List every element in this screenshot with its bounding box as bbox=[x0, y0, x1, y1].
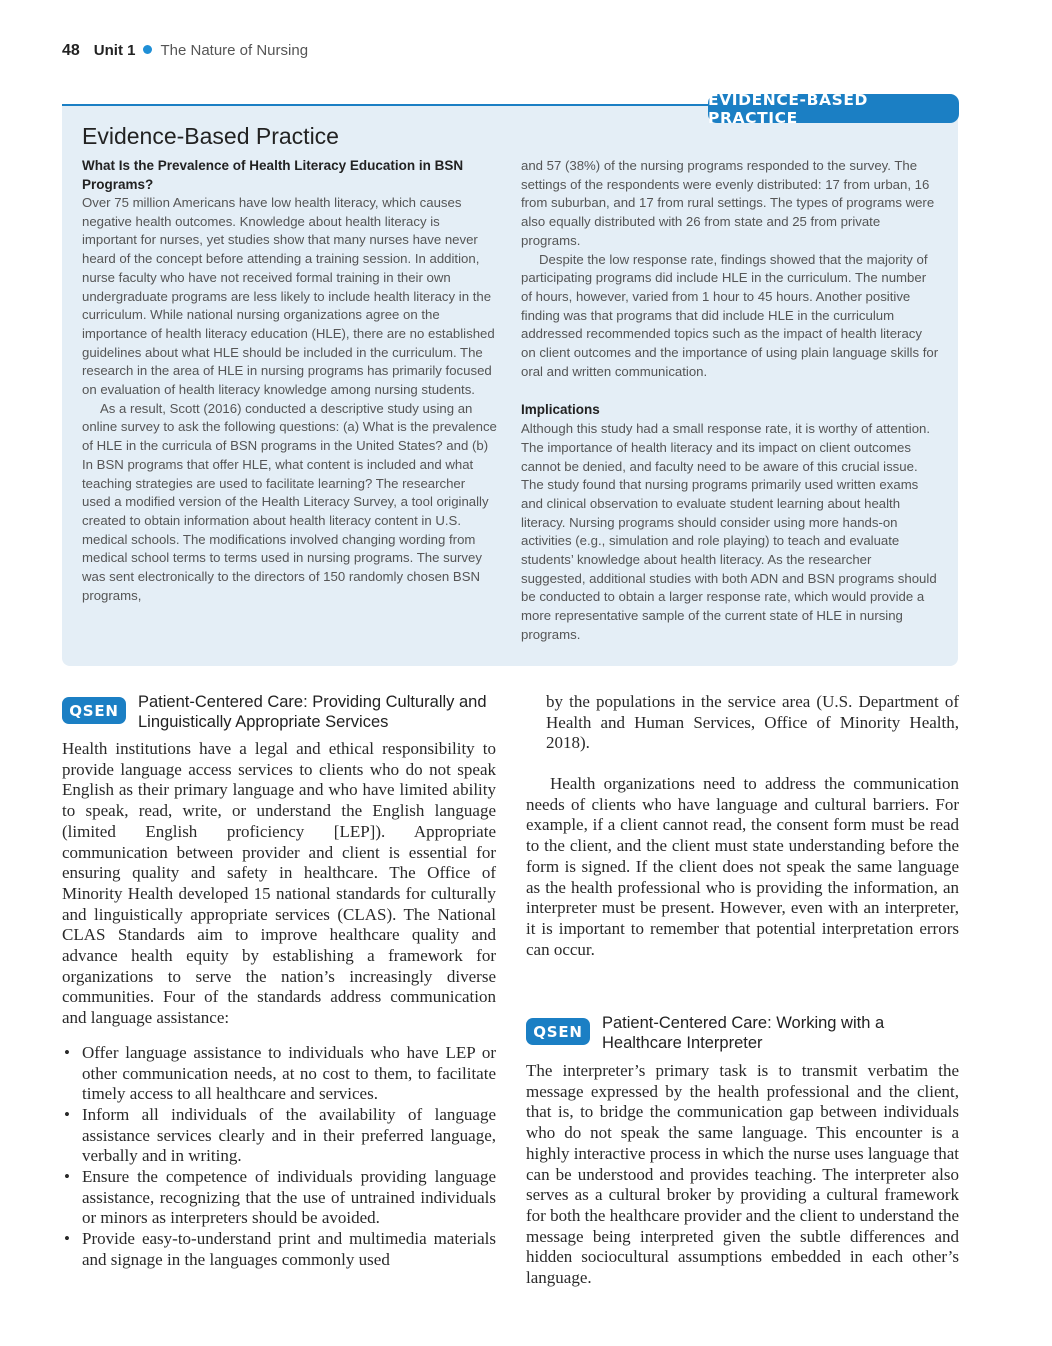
qsen-section-heading: Patient-Centered Care: Working with a Healthcare Interpreter bbox=[602, 1014, 885, 1052]
body-paragraph: Health institutions have a legal and ethical responsibility to provide language access services to clients who do not speak English as their primary language and who have limited ability to speak, read, write, or understand the English language (limited English proficiency [LEP]). Appropriate communication between provider and client is essential for ensuring quality and safety in healthcare. The Office of Minority Health developed 15 national standards for culturally and linguistically appropriate services (CLAS). The National CLAS Standards aim to improve healthcare quality and advance health equity by establishing a framework for organizations to serve the nation’s increasingly diverse communities. Four of the standards address communication and language assistance: bbox=[62, 739, 496, 1028]
qsen-badge: QSEN bbox=[526, 1018, 590, 1045]
bullet-dot-icon bbox=[143, 45, 152, 54]
ebp-right-column bbox=[521, 157, 939, 645]
page-number: 48 bbox=[62, 42, 80, 59]
qsen-badge: QSEN bbox=[62, 697, 126, 724]
implications-heading: Implications bbox=[521, 402, 600, 418]
bullet-icon: • bbox=[64, 1042, 70, 1062]
list-item: • Offer language assistance to individuals who have LEP or other communication needs, at no cost to them, to facilitate timely access to all healthcare and services. bbox=[64, 1042, 496, 1104]
list-item: • Ensure the competence of individuals providing language assistance, recognizing that the use of untrained individuals or minors as interpreters should be avoided. bbox=[64, 1167, 496, 1228]
bullet-continuation: by the populations in the service area (U.S. Department of Health and Human Services, Office of Minority Health, 2018). bbox=[546, 692, 959, 753]
ebp-paragraph: Despite the low response rate, findings showed that the majority of participating programs did include HLE in the curriculum. The number of hours, however, varied from 1 hour to 45 hours. Another positive finding was that programs that did include HLE in the curriculum addressed recommended topics such as the impact of health literacy on client outcomes and the importance of using plain language skills for oral and written communication. bbox=[521, 251, 939, 379]
ebp-left-column bbox=[82, 156, 497, 605]
bullet-icon: • bbox=[64, 1104, 70, 1124]
body-paragraph: The interpreter’s primary task is to transmit verbatim the message expressed by the health professional and the client, that is, to bridge the communication gap between individuals who do not speak the same language. This encounter is a highly interactive process in which the nurse uses language that can be understood and provides teaching. The interpreter also serves as a cultural broker by providing a cultural framework for both the healthcare provider and the client to understand the message being interpreted given the subtle differences and hidden sociocultural assumptions embedded in each other’s language. bbox=[526, 1061, 959, 1288]
bullet-icon: • bbox=[64, 1167, 70, 1187]
unit-label: Unit 1 bbox=[93, 42, 136, 59]
right-body-column bbox=[526, 774, 959, 960]
running-head bbox=[62, 42, 308, 66]
interpreter-body bbox=[526, 1061, 959, 1289]
body-paragraph: Health organizations need to address the communication needs of clients who have language and cultural barriers. For example, if a client cannot read, the consent form must be read to the client, and the client must state understanding before the form is signed. If the client does not speak the same language as the health professional who is providing the information, an interpreter must be present. However, even with an interpreter, it is important to remember that potential interpretation errors can occur. bbox=[526, 774, 959, 959]
left-body-column bbox=[62, 739, 496, 1271]
ebp-paragraph: and 57 (38%) of the nursing programs responded to the survey. The settings of the respondents were evenly distributed: 17 from urban, 16 from suburban, and 17 from rural settings. The types of programs were also equally distributed with 26 from state and 25 from private programs. bbox=[521, 158, 935, 248]
ebp-title: Evidence-Based Practice bbox=[82, 123, 339, 149]
bullet-icon: • bbox=[64, 1229, 70, 1249]
ebp-question: What Is the Prevalence of Health Literacy Education in BSN Programs? bbox=[82, 158, 464, 192]
ebp-paragraph: As a result, Scott (2016) conducted a descriptive study using an online survey to ask the following questions: (a) What is the prevalence of HLE in the curricula of BSN programs in the United States? and (b) In BSN programs that offer HLE, what content is included and what teaching strategies are used to facilitate learning? The researcher used a modified version of the Health Literacy Survey, a tool originally created to obtain information about health literacy content in U.S. medical schools. The modifications involved changing wording from medical school terms to terms used in nursing programs. The survey was sent electronically to the directors of 150 randomly chosen BSN programs, bbox=[82, 400, 497, 603]
ebp-tab-label: EVIDENCE-BASED PRACTICE bbox=[708, 94, 959, 123]
list-item: • Inform all individuals of the availability of language assistance services clearly and in their preferred language, verbally and in writing. bbox=[64, 1104, 496, 1166]
qsen-section-heading: Patient-Centered Care: Providing Culturally and Linguistically Appropriate Services bbox=[138, 693, 487, 731]
ebp-paragraph: Over 75 million Americans have low health literacy, which causes negative health outcomes. Knowledge about health literacy is important for nurses, yet studies show that many nurses have never heard of the concept before attending a training session. In addition, nurse faculty who have not received formal training in their own undergraduate programs are less likely to include health literacy in the curriculum. While national nursing organizations agree on the importance of health literacy education (HLE), there are no established guidelines about what HLE should be included in the curriculum. The research in the area of HLE in nursing programs has primarily focused on evaluation of health literacy knowledge among nursing students. bbox=[82, 195, 495, 398]
list-item: • Provide easy-to-understand print and multimedia materials and signage in the languages commonly used bbox=[64, 1229, 496, 1269]
implications-text: Although this study had a small response rate, it is worthy of attention. The importance of health literacy and its impact on client outcomes cannot be denied, and faculty need to be aware of this crucial issue. The study found that nursing programs primarily used written exams and clinical observation to evaluate student learning about health literacy. Nursing programs should consider using more hands-on activities (e.g., simulation and role playing) to teach and evaluate students’ knowledge about health literacy. As the researcher suggested, additional studies with both ADN and BSN programs should be conducted to obtain a larger response rate, which would provide a more representative sample of the current state of HLE in nursing programs. bbox=[521, 421, 937, 642]
clas-standards-list bbox=[62, 1043, 496, 1271]
chapter-title: The Nature of Nursing bbox=[160, 42, 309, 59]
